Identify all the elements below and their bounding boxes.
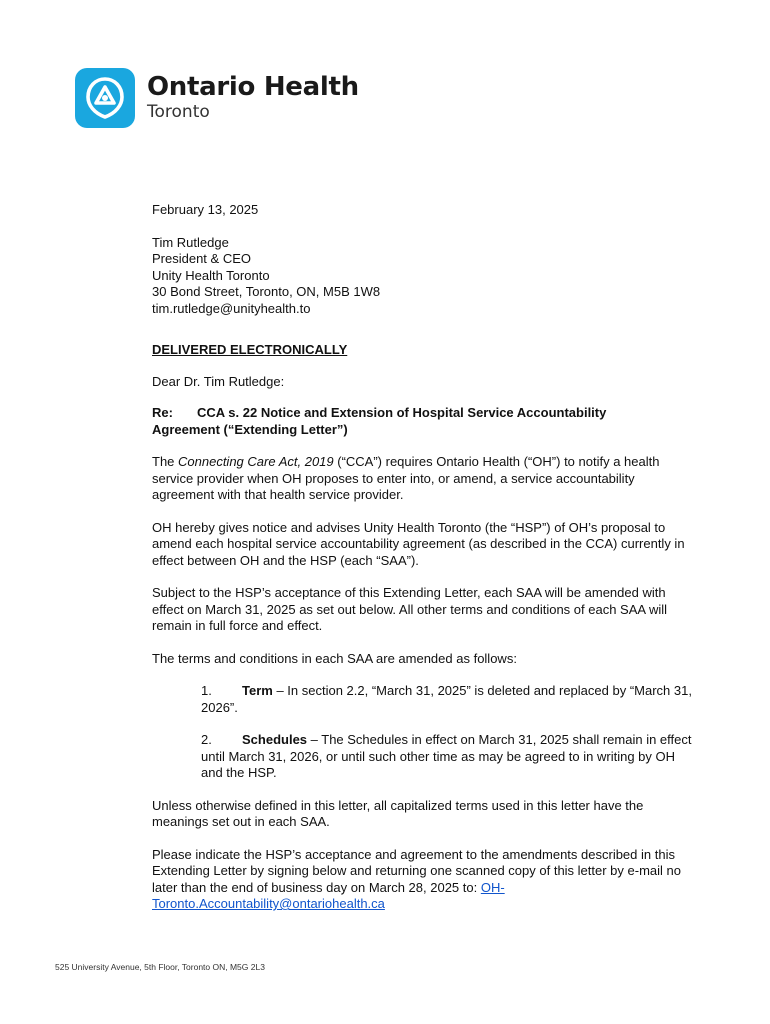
- footer-address: 525 University Avenue, 5th Floor, Toronto ON, M5G 2L3: [55, 962, 265, 972]
- subject-line: [152, 405, 692, 438]
- amendment-text: – The Schedules in effect on March 31, 2025 shall remain in effect until March 31, 2026, or until such other time as may be agreed to in writing by OH and the HSP.: [201, 732, 692, 780]
- subject-label: Re:: [152, 405, 173, 420]
- paragraph-4: The terms and conditions in each SAA are amended as follows:: [152, 650, 517, 666]
- trillium-logo-icon: [75, 68, 135, 128]
- recipient-email: tim.rutledge@unityhealth.to: [152, 300, 311, 316]
- act-name: Connecting Care Act, 2019: [178, 454, 334, 469]
- paragraph-1-text: (“CCA”) requires Ontario Health (“OH”) to notify a health service provider when OH proposes to enter into, or amend, a service accountability agreement with that health service provider.: [152, 454, 660, 502]
- subject-text-line-1: CCA s. 22 Notice and Extension of Hospital Service Accountability: [197, 405, 607, 420]
- recipient-org: Unity Health Toronto: [152, 267, 270, 283]
- recipient-name: Tim Rutledge: [152, 234, 229, 250]
- paragraph-1-prefix: The: [152, 454, 179, 469]
- paragraph-5: Unless otherwise defined in this letter, all capitalized terms used in this letter have the meanings set out in each SAA.: [152, 797, 644, 829]
- amendment-term: Schedules: [242, 732, 308, 747]
- salutation: Dear Dr. Tim Rutledge:: [152, 373, 285, 389]
- paragraph-2: OH hereby gives notice and advises Unity Health Toronto (the “HSP”) of OH’s proposal to amend each hospital service accountability agreement (as described in the CCA) currently in effect between OH and the HSP (each “SAA”).: [152, 519, 685, 568]
- letter-date: February 13, 2025: [152, 202, 259, 217]
- paragraph-6: [152, 847, 692, 913]
- recipient-address: 30 Bond Street, Toronto, ON, M5B 1W8: [152, 284, 381, 299]
- logo-subtitle: Toronto: [147, 102, 210, 122]
- paragraph-3: Subject to the HSP’s acceptance of this Extending Letter, each SAA will be amended with effect on March 31, 2025 as set out below. All other terms and conditions of each SAA will remain in full force and effect.: [152, 585, 668, 633]
- delivery-notice: DELIVERED ELECTRONICALLY: [152, 342, 348, 357]
- logo-name: Ontario Health: [147, 72, 359, 102]
- amendment-term: Term: [242, 683, 273, 698]
- amendment-text: – In section 2.2, “March 31, 2025” is deleted and replaced by “March 31, 2026”.: [201, 683, 692, 715]
- accountability-email-link[interactable]: OH-Toronto.Accountability@ontariohealth.ca: [152, 879, 505, 911]
- paragraph-6-text: Please indicate the HSP’s acceptance and agreement to the amendments described in this Extending Letter by signing below and returning one scanned copy of this letter by e-mail no later than the end of business day on March 28, 2025 to:: [152, 846, 681, 895]
- subject-text-line-2: Agreement (“Extending Letter”): [152, 421, 348, 437]
- amendment-item-1: [152, 683, 692, 716]
- letter-body: [152, 202, 692, 913]
- amendment-number: 2.: [201, 732, 212, 747]
- recipient-address-block: [152, 235, 692, 318]
- paragraph-1: [152, 454, 692, 504]
- ontario-health-logo: [75, 68, 359, 128]
- amendment-item-2: [152, 732, 692, 782]
- recipient-title: President & CEO: [152, 251, 251, 266]
- amendment-number: 1.: [201, 683, 212, 698]
